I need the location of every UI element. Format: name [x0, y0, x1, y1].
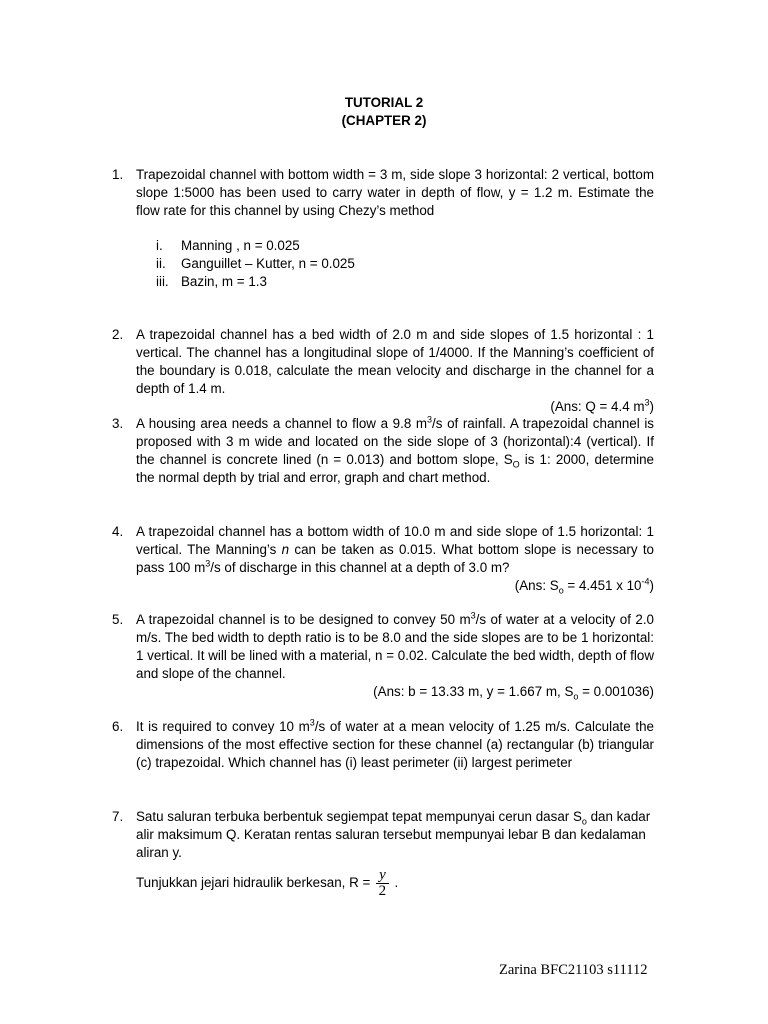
roman-numeral: i.: [156, 238, 163, 253]
footer-text: Zarina BFC21103 s11112: [499, 962, 648, 978]
list-item: [156, 273, 267, 291]
question-7: [112, 808, 654, 899]
question-number: 1.: [112, 167, 124, 182]
question-1: [112, 166, 654, 220]
question-text: A trapezoidal channel has a bottom width of 10.0 m and side slope of 1.5 horizontal: 1 vertical. The Manning’s n can be taken as 0.015. What bottom slope is necessary to pass 100 $m^3/s$ of discharge in this channel at a depth of 3.0 m?: [136, 524, 654, 575]
question-text: Satu saluran terbuka berbentuk segiempat tepat mempunyai cerun dasar $S_o$ dan kadar alir maksimum Q. Keratan rentas saluran tersebut mempunyai lebar B dan kedalaman aliran y.: [136, 809, 651, 860]
roman-numeral: iii.: [156, 274, 169, 289]
fraction-denominator: 2: [378, 883, 387, 899]
list-item-text: Ganguillet – Kutter, n = 0.025: [181, 256, 355, 271]
question-number: 3.: [112, 416, 124, 431]
question-3: [112, 415, 654, 487]
fraction: [376, 868, 389, 899]
question-number: 6.: [112, 719, 124, 734]
question-text: It is required to convey 10 $m^3/s$ of water at a mean velocity of 1.25 m/s. Calculate the dimensions of the most effective section for these channel (a) rectangular (b) triangular (c) trapezoidal. Which channel has (i) least perimeter (ii) largest perimeter: [136, 717, 654, 770]
question-2: [112, 326, 654, 416]
question-text: A trapezoidal channel has a bed width of 2.0 m and side slopes of 1.5 horizontal : 1 vertical. The channel has a longitudinal slope of 1/4000. If the Manning’s coefficient of the boundary is 0.018, calculate the mean velocity and discharge in the channel for a depth of 1.4 m.: [136, 327, 654, 396]
page-title: TUTORIAL 2: [344, 95, 424, 110]
list-item-text: Bazin, m = 1.3: [181, 274, 267, 289]
question-text: A housing area needs a channel to flow a 9.8 $m^3/s$ of rainfall. A trapezoidal channel is proposed with 3 m wide and located on the side slope of 3 (horizontal):4 (vertical). If the channel is concrete lined (n = 0.013) and bottom slope, $S_O$ is 1: 2000, determine the normal depth by trial and error, graph and chart method.: [136, 414, 654, 485]
question-number: 5.: [112, 612, 124, 627]
answer-text: (Ans: Q = 4.4 $m^3$): [550, 397, 654, 414]
question-text: Trapezoidal channel with bottom width = 3 m, side slope 3 horizontal: 2 vertical, bottom slope 1:5000 has been used to carry water in depth of flow, y = 1.2 m. Estimate the flow rate for this channel by using Chezy’s method: [136, 167, 654, 218]
question-number: 4.: [112, 524, 124, 539]
question-number: 2.: [112, 327, 124, 342]
answer-text: (Ans: $S_o = 4.451$ x $10^{-4}$): [514, 576, 654, 596]
roman-numeral: ii.: [156, 256, 166, 271]
answer-text: (Ans: b = 13.33 m, y = 1.667 m, $S_o = 0.001036$): [373, 684, 654, 702]
page-subtitle: (CHAPTER 2): [341, 113, 427, 128]
list-item: [156, 255, 355, 273]
question-formula-line: Tunjukkan jejari hidraulik berkesan, R = $\frac{y}{2}$ .: [136, 867, 399, 899]
list-item-text: Manning , n = 0.025: [181, 238, 300, 253]
question-6: [112, 718, 654, 772]
question-text: A trapezoidal channel is to be designed to convey 50 $m^3/s$ of water at a velocity of 2.0 m/s. The bed width to depth ratio is to be 8.0 and the side slopes are to be 1 horizontal: 1 vertical. It will be lined with a material, n = 0.02. Calculate the bed width, depth of flow and slope of the channel.: [136, 610, 654, 681]
question-4: [112, 523, 654, 595]
question-number: 7.: [112, 809, 124, 824]
fraction-numerator: y: [376, 868, 389, 884]
question-5: [112, 611, 654, 701]
list-item: [156, 237, 300, 255]
